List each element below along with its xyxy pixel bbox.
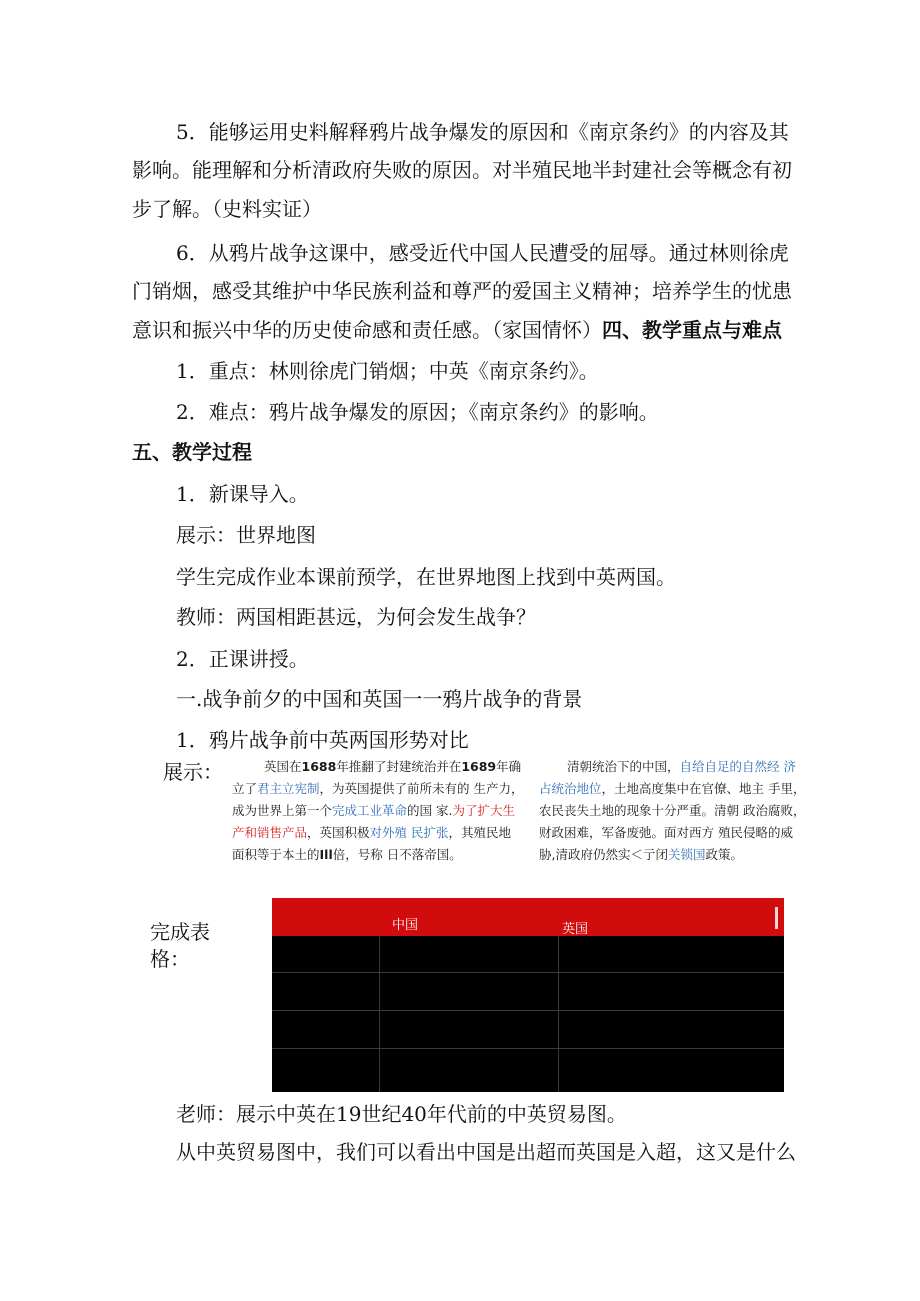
trade-question: 从中英贸易图中，我们可以看出中国是出超而英国是入超，这又是什么: [176, 1140, 796, 1164]
section-1-title: 一.战争前夕的中国和英国一一鸦片战争的背景: [176, 687, 583, 711]
china-line-5: 胁,清政府仍然实＜亍闭关锁国政策。: [539, 847, 744, 862]
china-line-1: 清朝统治下的中国，自给自足的自然经 济: [567, 759, 796, 774]
table-header: [272, 898, 784, 936]
britain-line-3: 成为世界上第一个完成工业革命的国 家.为了扩大生: [232, 803, 515, 818]
header-edge-mark: [775, 907, 778, 929]
objective-6-line-3-text: 意识和振兴中华的历史使命感和责任感。（家国情怀）: [132, 318, 602, 342]
step-2: 2．正课讲授。: [176, 647, 309, 671]
britain-box: [232, 756, 524, 866]
comparison-table: [272, 898, 784, 1092]
britain-line-1: 英国在1688年推翻了封建统治并在1689年确: [264, 759, 522, 774]
subsection-1-title: 1．鸦片战争前中英两国形势对比: [176, 728, 469, 752]
objective-6-line-2: 门销烟，感受其维护中华民族利益和尊严的爱国主义精神；培养学生的忧患: [132, 279, 792, 303]
objective-5-line-3: 步了解。（史料实证）: [132, 197, 322, 221]
key-point-difficulty: 2．难点：鸦片战争爆发的原因；《南京条约》的影响。: [176, 400, 659, 424]
objective-6-line-1: 6．从鸦片战争这课中，感受近代中国人民遭受的屈辱。通过林则徐虎: [176, 241, 789, 265]
student-task: 学生完成作业本课前预学，在世界地图上找到中英两国。: [176, 565, 676, 589]
show-world-map: 展示：世界地图: [176, 523, 316, 547]
key-point-focus: 1．重点：林则徐虎门销烟；中英《南京条约》。: [176, 359, 599, 383]
table-divider-row-2: [272, 1010, 784, 1011]
table-label-line-2: 格：: [150, 947, 190, 971]
britain-line-4: 产和销售产品，英国积极对外殖 民扩张，其殖民地: [232, 825, 512, 840]
china-line-4: 财政困难，军备废弛。面对西方 殖民侵略的威: [539, 825, 793, 840]
china-line-3: 农民丧失土地的现象十分严重。清朝 政治腐败，: [539, 803, 806, 818]
header-britain: 英国: [562, 922, 589, 937]
teacher-question: 教师：两国相距甚远，为何会发生战争？: [176, 605, 536, 629]
table-divider-col-2: [558, 936, 559, 1092]
section-4-heading: 四、教学重点与难点: [602, 318, 782, 342]
table-divider-col-1: [379, 936, 380, 1092]
objective-5-line-1: 5．能够运用史料解释鸦片战争爆发的原因和《南京条约》的内容及其: [176, 120, 789, 144]
step-1: 1．新课导入。: [176, 482, 309, 506]
china-line-2: 占统治地位，土地高度集中在官僚、地主 手里，: [539, 781, 806, 796]
objective-6-line-3: [132, 316, 782, 344]
section-5-heading: 五、教学过程: [132, 440, 252, 464]
table-divider-row-1: [272, 972, 784, 973]
britain-line-5: 面积等于本土的Ill倍，号称 日不落帝国。: [232, 847, 462, 862]
show-label: 展示：: [163, 760, 223, 784]
teacher-show-trade: 老师：展示中英在19世纪40年代前的中英贸易图。: [176, 1102, 627, 1126]
table-label-line-1: 完成表: [150, 920, 210, 944]
header-china: 中国: [392, 918, 419, 933]
china-box: [539, 756, 806, 866]
objective-5-line-2: 影响。能理解和分析清政府失败的原因。对半殖民地半封建社会等概念有初: [132, 158, 792, 182]
britain-line-2: 立了君主立宪制，为英国提供了前所未有的 生产力，: [232, 781, 524, 796]
table-divider-row-3: [272, 1048, 784, 1049]
